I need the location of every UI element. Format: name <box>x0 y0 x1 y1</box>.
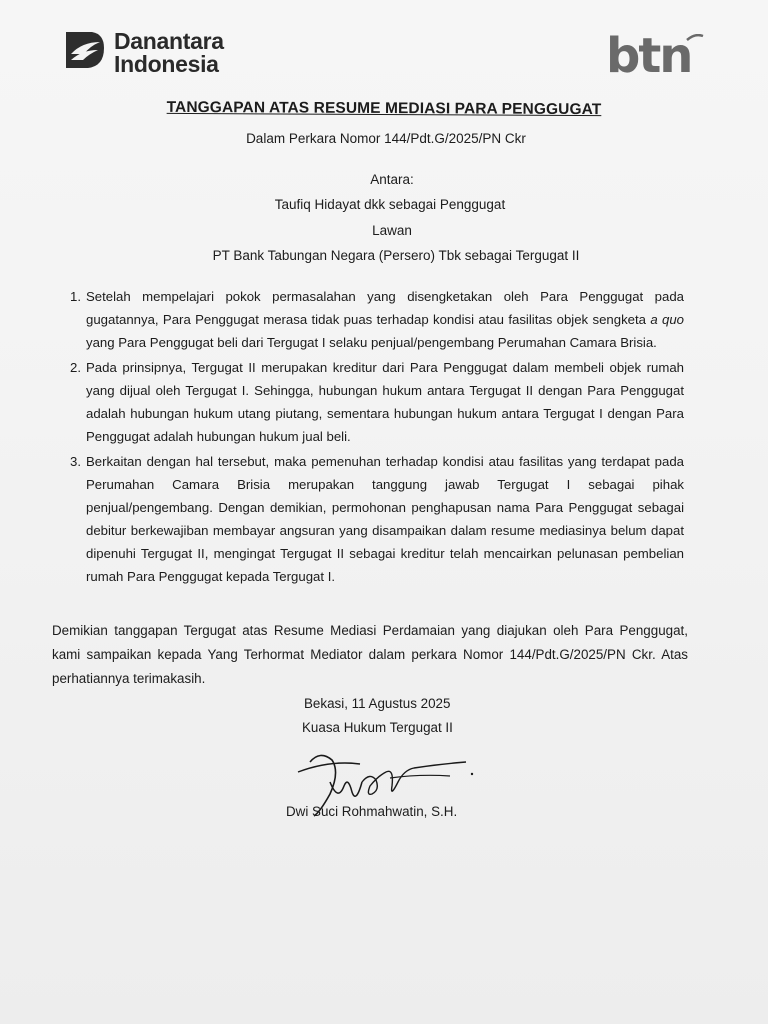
antara-label: Antara: <box>370 172 414 187</box>
handwritten-signature <box>290 742 480 822</box>
danantara-logo <box>62 26 262 78</box>
logo-text-line1: Danantara <box>114 28 224 54</box>
logo-text-line2: Indonesia <box>114 51 219 77</box>
list-number: 1. <box>70 289 81 304</box>
place-date: Bekasi, 11 Agustus 2025 <box>304 696 451 711</box>
btn-accent-icon <box>686 34 704 41</box>
numbered-list <box>70 285 684 590</box>
document-title: TANGGAPAN ATAS RESUME MEDIASI PARA PENGGUGAT <box>166 98 602 119</box>
signer-role: Kuasa Hukum Tergugat II <box>302 720 453 735</box>
signer-name: Dwi Suci Rohmahwatin, S.H. <box>286 804 458 819</box>
list-item <box>70 450 684 588</box>
plaintiff-line: Taufiq Hidayat dkk sebagai Penggugat <box>274 197 506 212</box>
lawan-label: Lawan <box>372 223 412 238</box>
list-number: 2. <box>70 360 81 375</box>
list-number: 3. <box>70 454 81 469</box>
case-number: Dalam Perkara Nomor 144/Pdt.G/2025/PN Ckr <box>246 131 526 146</box>
danantara-wing-icon <box>62 28 106 72</box>
list-item <box>70 356 684 448</box>
btn-logo-text: btn <box>606 28 692 84</box>
list-item <box>70 285 684 354</box>
closing-paragraph: Demikian tanggapan Tergugat atas Resume Mediasi Perdamaian yang diajukan oleh Para Penggugat, kami sampaikan kepada Yang Terhormat Mediator dalam perkara Nomor 144/Pdt.G/2025/PN Ckr. Atas perhatiannya terimakasih. <box>52 623 688 686</box>
btn-logo <box>606 28 710 84</box>
defendant-line: PT Bank Tabungan Negara (Persero) Tbk sebagai Tergugat II <box>212 248 580 263</box>
list-item-text: Berkaitan dengan hal tersebut, maka pemenuhan terhadap kondisi atau fasilitas yang terdapat pada Perumahan Camara Brisia merupakan tanggung jawab Tergugat I sebagai pihak penjual/pengembang. Dengan demikian, permohonan penghapusan nama Para Penggugat sebagai debitur berkewajiban membayar angsuran yang disampaikan dalam resume mediasinya belum dapat dipenuhi Tergugat II, mengingat Tergugat II sebagai kreditur telah mencairkan pelunasan pembelian rumah Para Penggugat kepada Tergugat I. <box>86 454 684 584</box>
list-item-text: Setelah mempelajari pokok permasalahan yang disengketakan oleh Para Penggugat pada gugatannya, Para Penggugat merasa tidak puas terhadap kondisi atau fasilitas objek sengketa a quo yang Para Penggugat beli dari Tergugat I selaku penjual/pengembang Perumahan Camara Brisia. <box>86 289 684 350</box>
list-item-text: Pada prinsipnya, Tergugat II merupakan kreditur dari Para Penggugat dalam membeli objek rumah yang dijual oleh Tergugat I. Sehingga, hubungan hukum antara Tergugat II dengan Para Penggugat adalah hubungan hukum utang piutang, sementara hubungan hukum antara Tergugat I dengan Para Penggugat adalah hubungan hukum jual beli. <box>86 360 684 444</box>
